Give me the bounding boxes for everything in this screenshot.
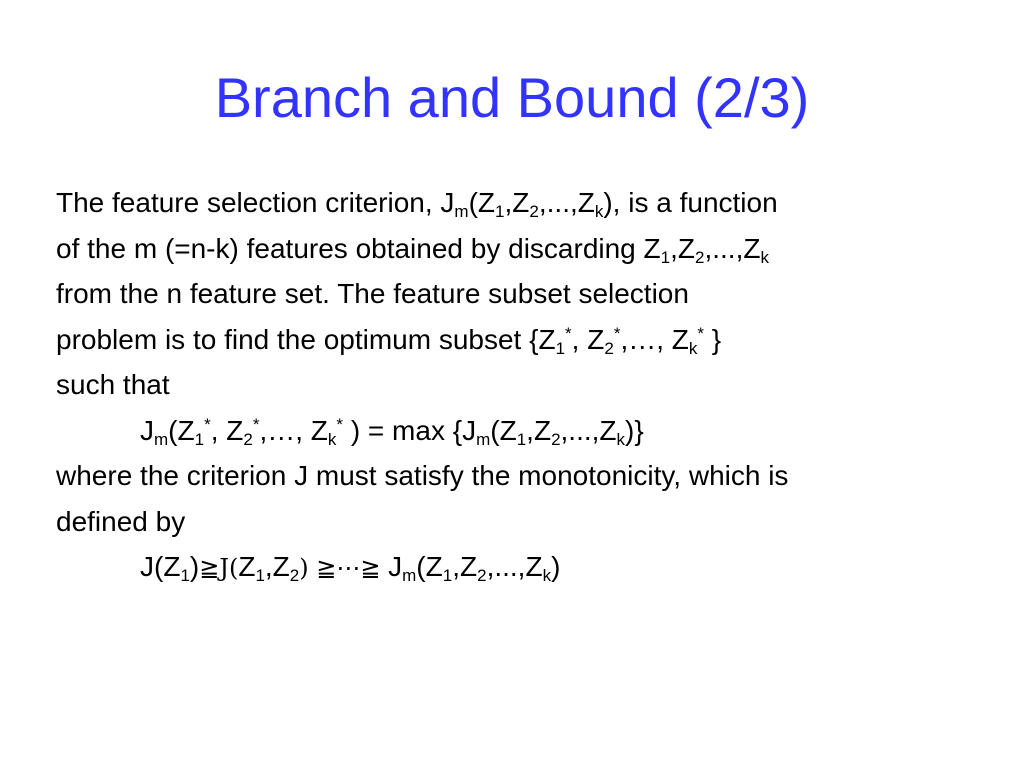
geq-symbol: ≧J(: [199, 554, 239, 582]
text-run: (Z: [416, 551, 443, 582]
text-run: from the n feature set. The feature subset selection: [56, 278, 689, 309]
superscript: *: [697, 323, 705, 343]
superscript: *: [204, 414, 211, 434]
subscript: k: [760, 247, 769, 267]
text-run: ): [299, 554, 309, 582]
text-run: Z: [238, 551, 256, 582]
text-run: ,...,Z: [538, 187, 595, 218]
text-run: ,...,Z: [704, 232, 761, 264]
text-run: ,...,Z: [560, 414, 617, 446]
text-run: where the criterion J must satisfy the monotonicity, which is: [56, 460, 789, 491]
body-line-3: [56, 271, 986, 317]
text-run: ) = max {J: [343, 414, 477, 446]
text-run: )}: [625, 414, 644, 446]
subscript: 1: [660, 247, 671, 267]
body-line-4: [56, 317, 986, 363]
subscript: 1: [516, 429, 527, 449]
superscript: *: [613, 323, 621, 343]
body-line-8: [56, 499, 986, 545]
text-run: J: [388, 551, 403, 582]
body-line-7: [56, 453, 986, 499]
slide-title: Branch and Bound (2/3): [214, 66, 810, 129]
subscript: k: [688, 338, 698, 358]
subscript: k: [616, 429, 626, 449]
subscript: m: [454, 202, 469, 221]
subscript: 2: [289, 566, 300, 585]
text-run: ,Z: [670, 232, 695, 264]
text-run: , Z: [210, 414, 244, 446]
subscript: 2: [551, 429, 561, 449]
subscript: k: [542, 566, 552, 585]
subscript: 2: [243, 429, 253, 449]
geq-chain-symbol: ≧⋯≧: [308, 554, 389, 582]
subscript: m: [476, 429, 491, 449]
text-run: (Z: [468, 187, 496, 218]
slide-body: [56, 180, 986, 590]
subscript: 2: [477, 566, 487, 585]
subscript: m: [402, 566, 417, 585]
subscript: 2: [529, 202, 539, 221]
text-run: such that: [56, 369, 170, 400]
body-line-1: [56, 180, 986, 226]
text-run: defined by: [56, 505, 186, 537]
superscript: *: [252, 414, 260, 434]
body-line-2: [56, 226, 986, 272]
subscript: 2: [695, 247, 705, 267]
text-run: (Z: [168, 414, 195, 446]
subscript: 1: [495, 202, 505, 221]
text-run: ): [189, 551, 200, 582]
text-run: (Z: [490, 414, 517, 446]
subscript: k: [594, 202, 604, 221]
subscript: m: [154, 429, 169, 449]
text-run: ): [551, 551, 561, 582]
text-run: ,Z: [264, 551, 290, 582]
text-run: ,Z: [452, 551, 478, 582]
equation-optimum: [56, 408, 986, 454]
subscript: 1: [255, 566, 265, 585]
text-run: The feature selection criterion, J: [56, 187, 455, 218]
text-run: , Z: [571, 323, 605, 355]
subscript: 1: [442, 566, 453, 585]
equation-monotonicity: [56, 544, 986, 590]
text-run: J: [140, 414, 154, 446]
text-run: ,Z: [526, 414, 552, 446]
text-run: ), is a function: [603, 187, 778, 218]
subscript: k: [327, 429, 337, 449]
text-run: problem is to find the optimum subset {Z: [56, 323, 556, 355]
text-run: ,Z: [504, 187, 530, 218]
text-run: of the m (=n-k) features obtained by discarding Z: [56, 232, 661, 264]
text-run: ,…, Z: [259, 414, 328, 446]
subscript: 1: [555, 338, 566, 358]
subscript: 1: [180, 566, 190, 585]
text-run: ,...,Z: [486, 551, 543, 582]
text-run: J(Z: [140, 551, 181, 582]
superscript: *: [565, 323, 572, 343]
subscript: 1: [194, 429, 205, 449]
text-run: }: [704, 323, 722, 355]
text-run: ,…, Z: [620, 323, 689, 355]
body-line-5: [56, 362, 986, 408]
superscript: *: [336, 414, 344, 434]
subscript: 2: [604, 338, 614, 358]
